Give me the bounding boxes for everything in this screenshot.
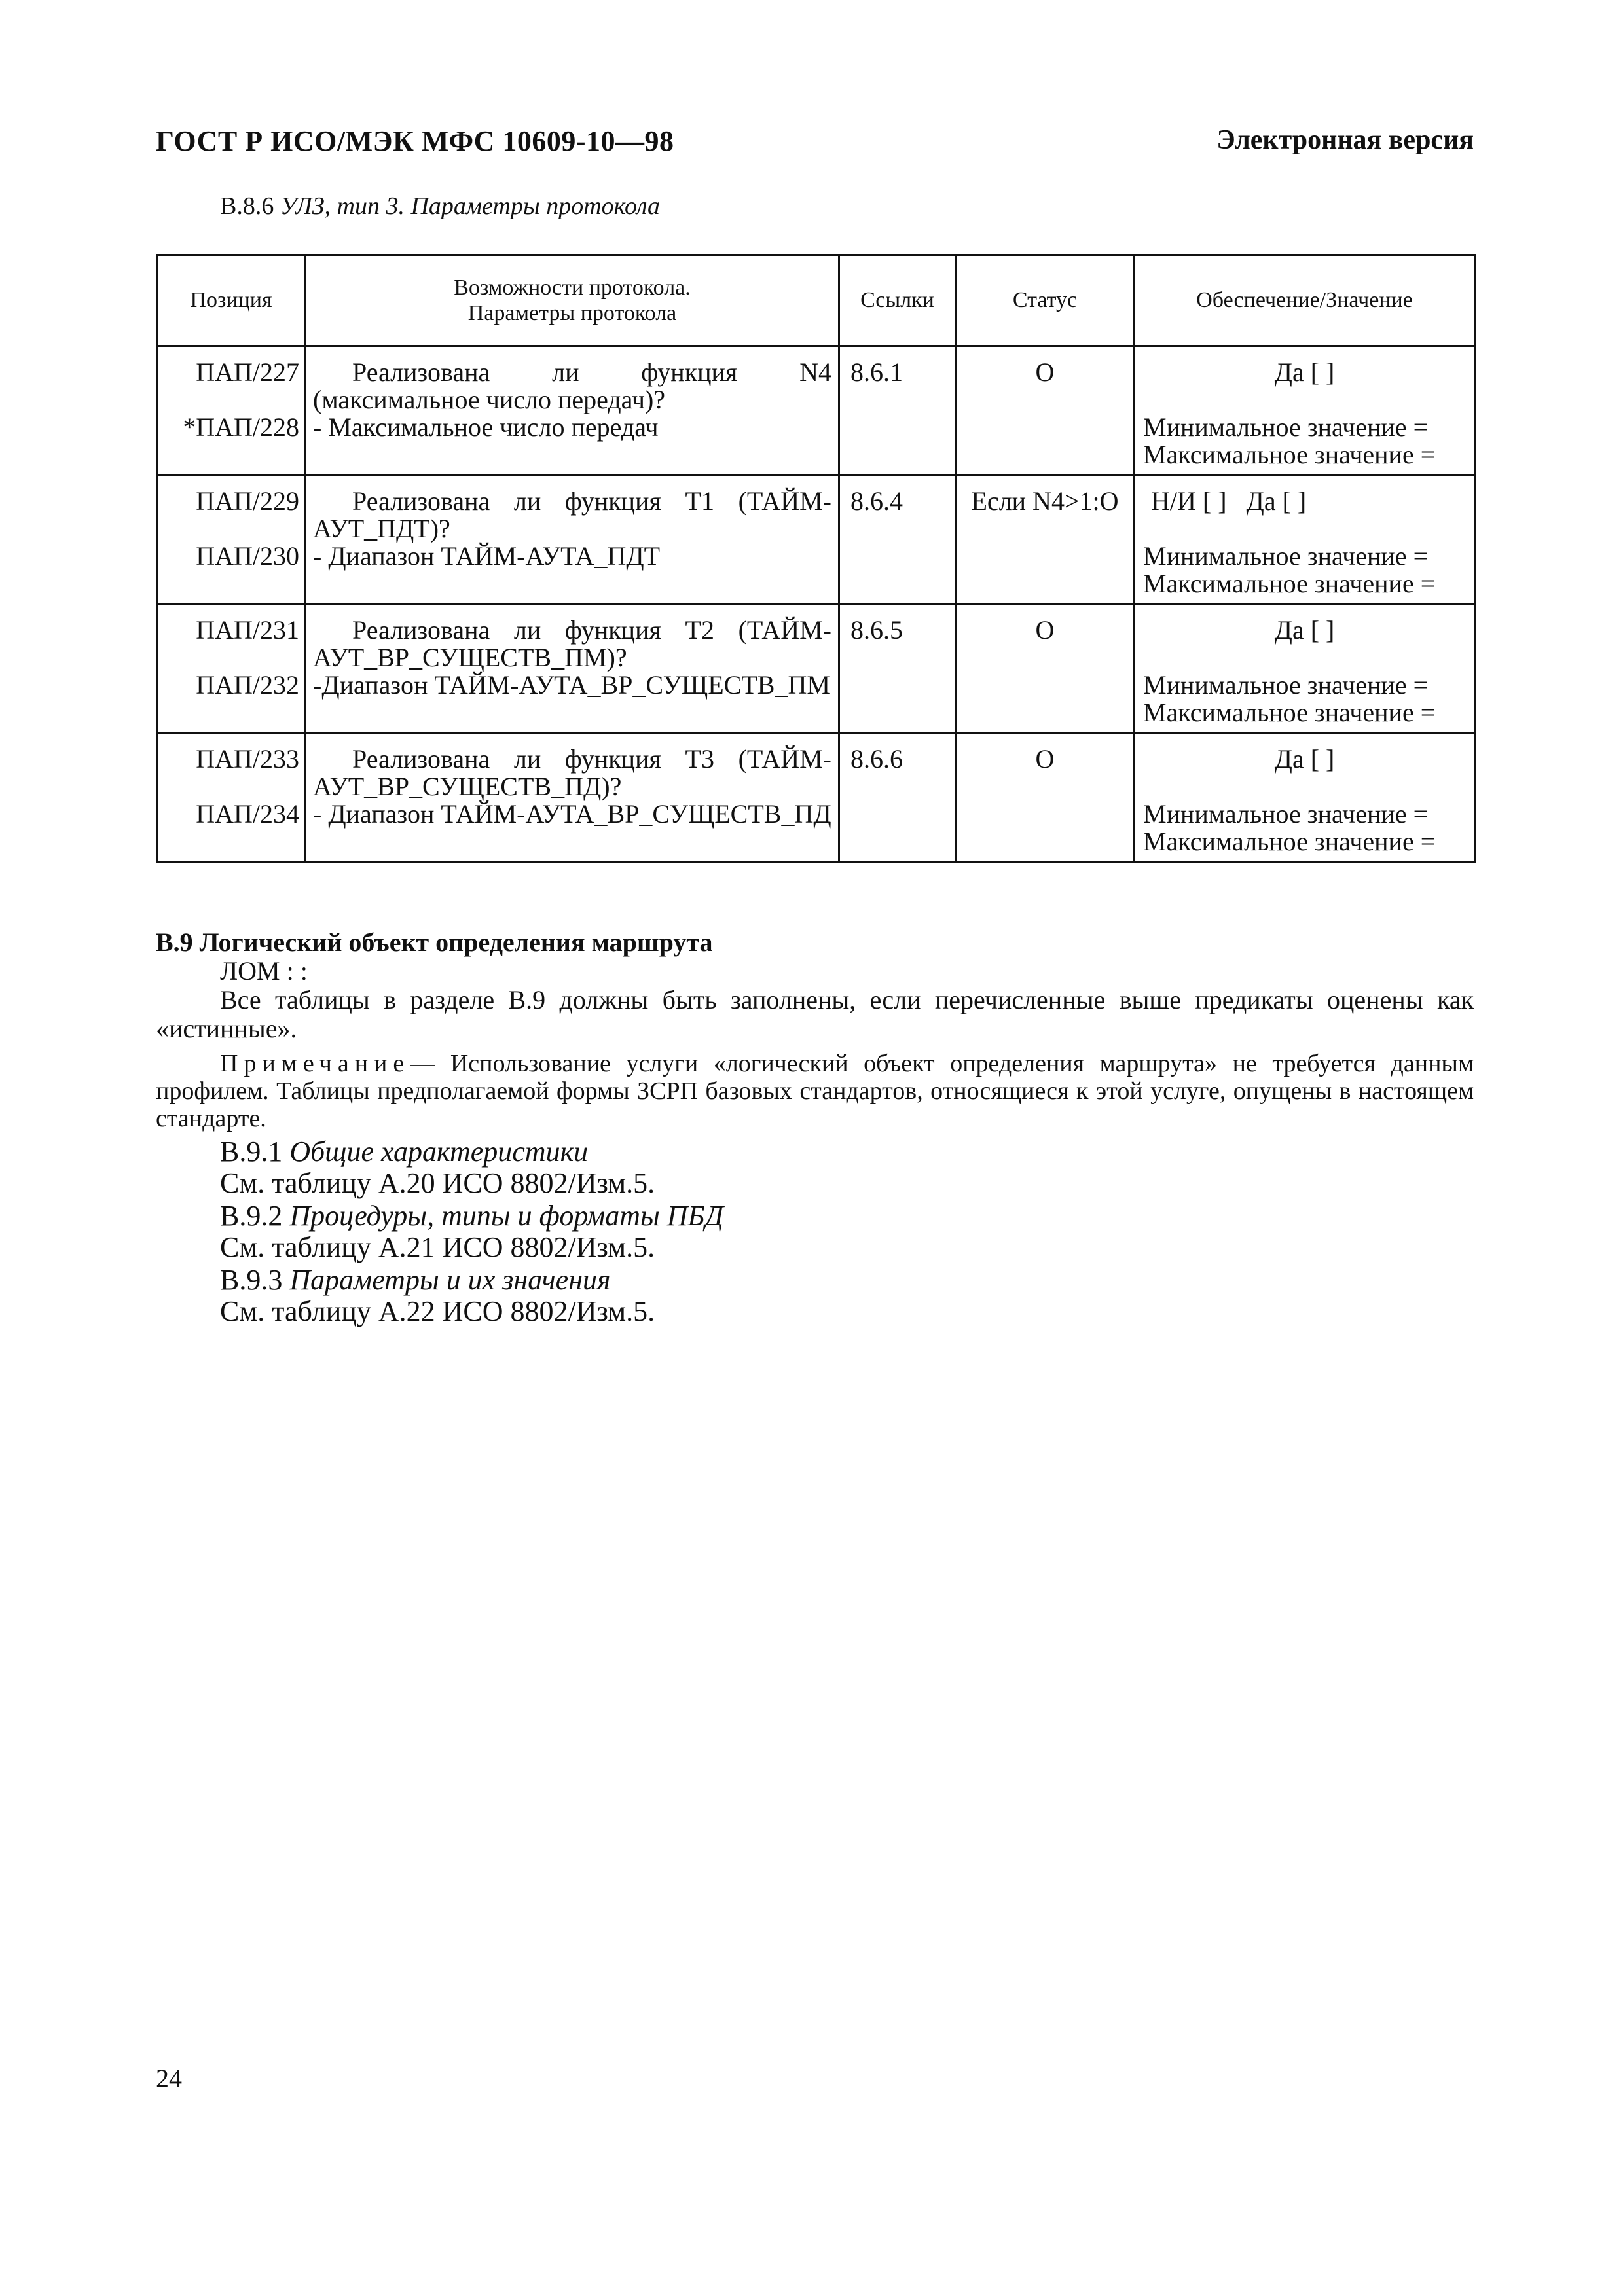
edition-label: Электронная версия (1216, 125, 1474, 155)
status-cell: О (956, 346, 1135, 475)
max-value-label: Максимальное значение = (1143, 440, 1436, 469)
subsection-title: Общие характеристики (289, 1136, 589, 1168)
position-item: ПАП/234 (196, 799, 299, 829)
section-paragraph: Все таблицы в разделе В.9 должны быть заполнены, если перечисленные выше предикаты оценены как «истинные». (156, 985, 1474, 1043)
capability-parameter: - Максимальное число передач (313, 412, 659, 442)
header-refs: Ссылки (839, 255, 956, 346)
support-option: Да [ ] (1274, 744, 1335, 774)
capability-question: Реализована ли функция Т2 (ТАЙМ-АУТ_ВР_СУЩЕСТВ_ПМ)? (313, 615, 831, 672)
min-value-label: Минимальное значение = (1143, 541, 1429, 571)
capability-cell (306, 604, 839, 733)
subsection-reference: См. таблицу А.20 ИСО 8802/Изм.5. (220, 1167, 655, 1199)
caption-number: В.8.6 (220, 192, 274, 220)
support-option: Н/И [ ] Да [ ] (1151, 486, 1307, 516)
max-value-label: Максимальное значение = (1143, 827, 1436, 856)
capability-question: Реализована ли функция Т3 (ТАЙМ-АУТ_ВР_СУЩЕСТВ_ПД)? (313, 744, 831, 801)
position-cell (157, 733, 306, 862)
support-cell (1135, 346, 1475, 475)
header-position: Позиция (157, 255, 306, 346)
position-cell (157, 475, 306, 604)
subsection-title: Параметры и их значения (289, 1264, 611, 1296)
table-row (157, 604, 1475, 733)
position-item: *ПАП/228 (183, 412, 299, 442)
min-value-label: Минимальное значение = (1143, 799, 1429, 829)
capability-cell (306, 475, 839, 604)
capability-parameter: -Диапазон ТАЙМ-АУТА_ВР_СУЩЕСТВ_ПМ (313, 670, 830, 700)
table-header-row (157, 255, 1475, 346)
capability-question: Реализована ли функция Т1 (ТАЙМ-АУТ_ПДТ)? (313, 486, 831, 543)
reference-cell: 8.6.6 (839, 733, 956, 862)
subsection-heading (220, 1265, 610, 1296)
header-capability-line2: Параметры протокола (467, 301, 677, 325)
position-item: ПАП/229 (196, 486, 299, 516)
lom-line: ЛОМ : : (220, 956, 308, 986)
header-capability-line1: Возможности протокола. (454, 275, 691, 300)
subsection-number: В.9.3 (220, 1264, 283, 1296)
table-row (157, 733, 1475, 862)
position-item: ПАП/231 (196, 615, 299, 645)
position-item: ПАП/227 (196, 357, 299, 387)
min-value-label: Минимальное значение = (1143, 412, 1429, 442)
status-cell: О (956, 604, 1135, 733)
section-title: В.9 Логический объект определения маршрута (156, 927, 713, 957)
section-note (156, 1050, 1474, 1132)
note-label: Примечание (220, 1050, 410, 1077)
subsection-number: В.9.2 (220, 1200, 283, 1232)
support-cell (1135, 604, 1475, 733)
capability-cell (306, 346, 839, 475)
position-cell (157, 604, 306, 733)
support-option: Да [ ] (1274, 357, 1335, 387)
table-row (157, 346, 1475, 475)
position-item: ПАП/233 (196, 744, 299, 774)
subsection-heading (220, 1136, 588, 1168)
position-item: ПАП/230 (196, 541, 299, 571)
reference-cell: 8.6.1 (839, 346, 956, 475)
header-capability (306, 255, 839, 346)
document-id: ГОСТ Р ИСО/МЭК МФС 10609-10—98 (156, 125, 674, 157)
capability-parameter: - Диапазон ТАЙМ-АУТА_ВР_СУЩЕСТВ_ПД (313, 799, 831, 829)
table-caption (220, 192, 660, 221)
support-option: Да [ ] (1274, 615, 1335, 645)
caption-title: УЛЗ, тип 3. Параметры протокола (280, 192, 661, 220)
status-cell: Если N4>1:О (956, 475, 1135, 604)
max-value-label: Максимальное значение = (1143, 698, 1436, 727)
capability-question: Реализована ли функция N4 (максимальное число передач)? (313, 357, 831, 414)
page-number: 24 (156, 2064, 182, 2093)
subsection-reference: См. таблицу А.22 ИСО 8802/Изм.5. (220, 1295, 655, 1327)
support-cell (1135, 733, 1475, 862)
status-cell: О (956, 733, 1135, 862)
reference-cell: 8.6.4 (839, 475, 956, 604)
subsection-number: В.9.1 (220, 1136, 283, 1168)
support-cell (1135, 475, 1475, 604)
header-status: Статус (956, 255, 1135, 346)
subsection-title: Процедуры, типы и форматы ПБД (289, 1200, 724, 1232)
note-text: — Использование услуги «логический объект определения маршрута» не требуется данным профилем. Таблицы предполагаемой формы ЗСРП базовых стандартов, относящиеся к этой услуге, опущены в настоящем стандарте. (156, 1050, 1474, 1132)
header-support: Обеспечение/Значение (1135, 255, 1475, 346)
min-value-label: Минимальное значение = (1143, 670, 1429, 700)
protocol-parameters-table (156, 254, 1476, 863)
position-cell (157, 346, 306, 475)
capability-cell (306, 733, 839, 862)
reference-cell: 8.6.5 (839, 604, 956, 733)
subsection-heading (220, 1200, 723, 1232)
capability-parameter: - Диапазон ТАЙМ-АУТА_ПДТ (313, 541, 661, 571)
max-value-label: Максимальное значение = (1143, 569, 1436, 598)
subsection-reference: См. таблицу А.21 ИСО 8802/Изм.5. (220, 1231, 655, 1263)
table-row (157, 475, 1475, 604)
position-item: ПАП/232 (196, 670, 299, 700)
